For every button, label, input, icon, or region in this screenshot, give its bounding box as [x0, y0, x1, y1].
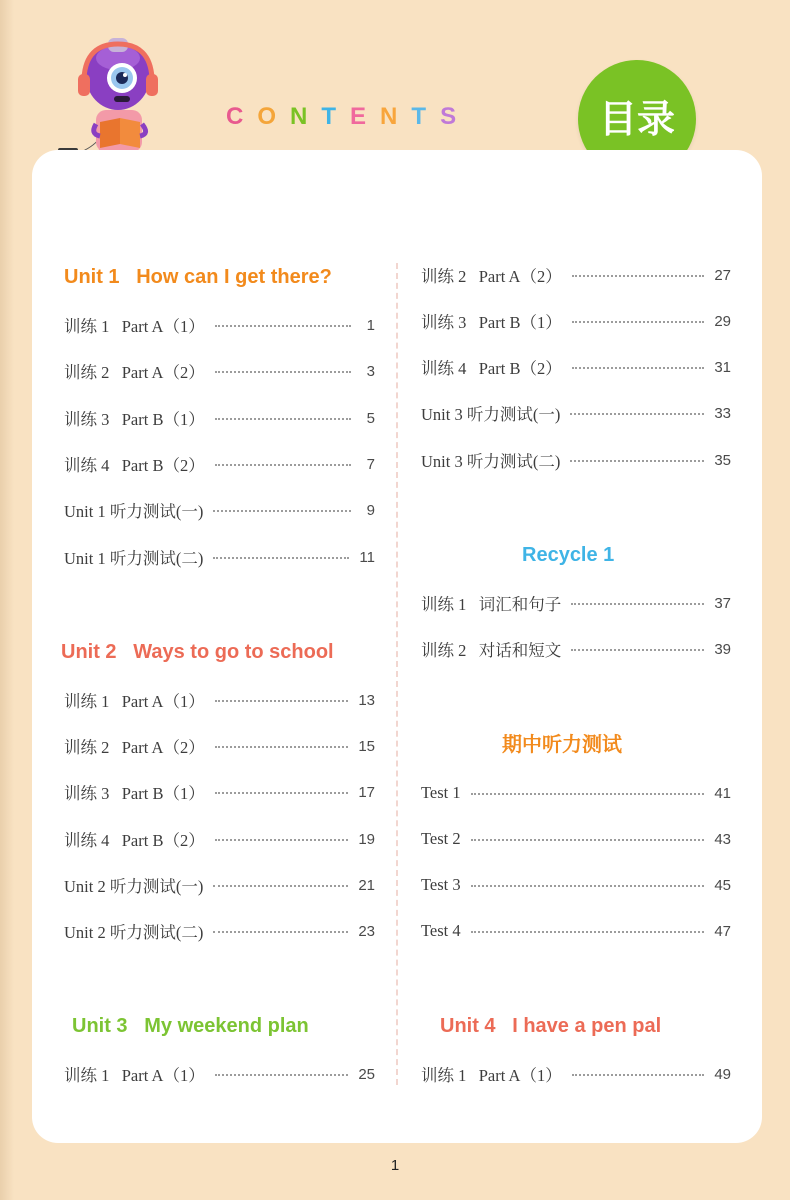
toc-entry[interactable] [421, 354, 731, 380]
dot-leader [471, 793, 705, 795]
toc-entry-label: 训练 3 Part B（1） [421, 313, 562, 332]
dot-leader [572, 1074, 705, 1076]
contents-letter: S [440, 103, 471, 130]
contents-letter: N [380, 103, 412, 130]
contents-letter: O [257, 103, 291, 130]
toc-entry-page: 5 [366, 409, 375, 427]
contents-title [226, 103, 470, 131]
toc-entry-label: Test 1 [421, 783, 461, 802]
toc-entry[interactable] [421, 780, 731, 806]
toc-entry-label: 训练 4 Part B（2） [64, 831, 205, 850]
toc-entry[interactable] [64, 826, 375, 852]
dot-leader [215, 700, 349, 702]
contents-letter: T [321, 103, 351, 130]
toc-entry[interactable] [64, 733, 375, 759]
toc-entry-page: 29 [714, 312, 731, 330]
contents-letter: N [290, 103, 322, 130]
dot-leader [572, 367, 705, 369]
dot-leader [572, 321, 705, 323]
dot-leader [215, 371, 351, 373]
dot-leader [471, 885, 705, 887]
toc-entry-page: 43 [714, 830, 731, 848]
toc-entry-label: Unit 3 听力测试(二) [421, 452, 561, 471]
toc-entry-page: 9 [366, 501, 375, 519]
toc-entry-page: 27 [714, 266, 731, 284]
toc-badge: 目录 [578, 60, 696, 178]
unit4-heading: Unit 4 I have a pen pal [440, 1015, 662, 1037]
toc-entry-page: 49 [714, 1065, 731, 1083]
dot-leader [215, 1074, 349, 1076]
dot-leader [570, 460, 704, 462]
toc-entry-label: Unit 1 听力测试(二) [64, 549, 204, 568]
toc-entry-page: 7 [366, 455, 375, 473]
toc-entry-label: 训练 1 Part A（1） [64, 317, 205, 336]
toc-entry-page: 39 [714, 640, 731, 658]
dot-leader [215, 839, 349, 841]
toc-entry[interactable] [64, 451, 375, 477]
dot-leader [215, 418, 351, 420]
toc-entry-page: 23 [358, 922, 375, 940]
toc-entry-label: 训练 2 对话和短文 [421, 641, 562, 660]
toc-entry-label: 训练 3 Part B（1） [64, 784, 205, 803]
toc-entry-page: 3 [366, 362, 375, 380]
toc-entry-label: Unit 2 听力测试(一) [64, 877, 204, 896]
dot-leader [213, 510, 351, 512]
toc-entry[interactable] [64, 687, 375, 713]
dot-leader [471, 839, 705, 841]
unit2-heading: Unit 2 Ways to go to school [61, 641, 334, 663]
toc-entry[interactable] [64, 918, 375, 944]
toc-entry[interactable] [421, 1061, 731, 1087]
toc-entry[interactable] [421, 590, 731, 616]
toc-entry-page: 31 [714, 358, 731, 376]
toc-entry-label: Unit 3 听力测试(一) [421, 405, 561, 424]
toc-entry[interactable] [64, 405, 375, 431]
toc-entry-label: 训练 2 Part A（2） [64, 363, 205, 382]
dot-leader [213, 931, 348, 933]
dot-leader [215, 792, 349, 794]
toc-entry-label: 训练 4 Part B（2） [421, 359, 562, 378]
toc-entry-page: 17 [358, 783, 375, 801]
toc-entry-label: Test 3 [421, 875, 461, 894]
toc-entry-label: 训练 1 词汇和句子 [421, 595, 562, 614]
contents-letter: T [411, 103, 441, 130]
contents-letter: C [226, 103, 258, 130]
toc-entry-page: 13 [358, 691, 375, 709]
toc-entry-page: 21 [358, 876, 375, 894]
toc-entry[interactable] [421, 308, 731, 334]
toc-entry-page: 37 [714, 594, 731, 612]
toc-entry-page: 33 [714, 404, 731, 422]
dot-leader [215, 325, 351, 327]
toc-entry-label: 训练 1 Part A（1） [64, 1066, 205, 1085]
toc-entry[interactable] [64, 497, 375, 523]
dot-leader [570, 413, 704, 415]
toc-entry-label: 训练 4 Part B（2） [64, 456, 205, 475]
toc-entry-label: 训练 1 Part A（1） [64, 692, 205, 711]
midterm-heading: 期中听力测试 [502, 732, 622, 756]
page-edge [0, 0, 14, 1200]
toc-entry-page: 11 [359, 548, 375, 566]
toc-entry[interactable] [64, 544, 375, 570]
toc-entry-page: 15 [358, 737, 375, 755]
toc-entry[interactable] [421, 400, 731, 426]
column-divider [396, 263, 398, 1085]
page-number: 1 [390, 1157, 400, 1174]
toc-entry[interactable] [421, 636, 731, 662]
toc-entry-label: Unit 2 听力测试(二) [64, 923, 204, 942]
toc-entry-page: 41 [714, 784, 731, 802]
toc-entry-page: 25 [358, 1065, 375, 1083]
dot-leader [572, 275, 705, 277]
toc-entry-label: Unit 1 听力测试(一) [64, 502, 204, 521]
dot-leader [471, 931, 705, 933]
dot-leader [571, 649, 704, 651]
toc-entry[interactable] [421, 826, 731, 852]
toc-entry[interactable] [421, 872, 731, 898]
toc-entry-page: 45 [714, 876, 731, 894]
toc-entry[interactable] [421, 262, 731, 288]
recycle-heading: Recycle 1 [522, 544, 615, 566]
toc-entry-page: 35 [714, 451, 731, 469]
toc-entry[interactable] [64, 1061, 375, 1087]
toc-entry[interactable] [421, 918, 731, 944]
toc-entry-label: Test 2 [421, 829, 461, 848]
toc-entry-page: 1 [366, 316, 375, 334]
toc-entry-label: 训练 3 Part B（1） [64, 410, 205, 429]
toc-entry[interactable] [64, 358, 375, 384]
dot-leader [213, 885, 348, 887]
toc-entry-label: 训练 2 Part A（2） [64, 738, 205, 757]
toc-entry-page: 47 [714, 922, 731, 940]
toc-entry-label: Test 4 [421, 921, 461, 940]
dot-leader [213, 557, 349, 559]
unit1-heading: Unit 1 How can I get there? [64, 266, 332, 288]
contents-letter: E [350, 103, 381, 130]
toc-entry[interactable] [64, 779, 375, 805]
toc-entry[interactable] [64, 312, 375, 338]
toc-entry-page: 19 [358, 830, 375, 848]
toc-entry[interactable] [421, 447, 731, 473]
toc-entry-label: 训练 2 Part A（2） [421, 267, 562, 286]
dot-leader [215, 464, 351, 466]
dot-leader [215, 746, 349, 748]
dot-leader [571, 603, 704, 605]
toc-entry[interactable] [64, 872, 375, 898]
unit3-heading: Unit 3 My weekend plan [72, 1015, 309, 1037]
toc-entry-label: 训练 1 Part A（1） [421, 1066, 562, 1085]
